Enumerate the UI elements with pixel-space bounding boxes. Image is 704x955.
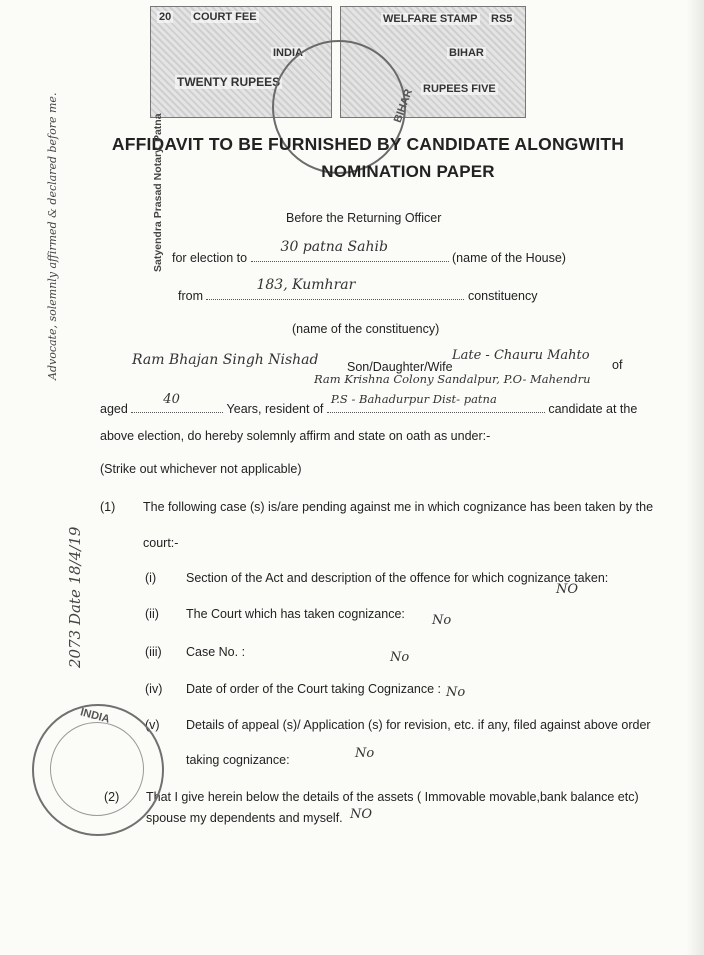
subitem-text: Section of the Act and description of the offence for which cognizance taken: bbox=[186, 571, 609, 585]
election-line bbox=[172, 239, 566, 265]
subitem-text: Case No. : bbox=[186, 645, 246, 659]
subitem-text-cont: taking cognizance: bbox=[186, 753, 290, 767]
subitem-answer: No bbox=[355, 746, 375, 761]
notary-seal-text: INDIA bbox=[78, 706, 111, 726]
election-suffix: (name of the House) bbox=[452, 251, 566, 265]
address-line-2: P.S - Bahadurpur Dist- patna bbox=[330, 392, 497, 406]
stamp-value: RS5 bbox=[491, 13, 513, 25]
from-suffix: constituency bbox=[467, 289, 538, 303]
subitem-answer: No bbox=[432, 613, 452, 628]
subitem-text: Details of appeal (s)/ Application (s) for revision, etc. if any, filed against above order bbox=[186, 718, 651, 732]
relation-label: Son/Daughter/Wife bbox=[347, 360, 453, 374]
subitem-text: The Court which has taken cognizance: bbox=[186, 607, 405, 621]
notary-seal-inner-ring bbox=[50, 722, 144, 816]
postmark-text: BIHAR bbox=[391, 87, 416, 125]
item-1-text: The following case (s) is/are pending against me in which cognizance has been taken by the bbox=[143, 500, 654, 514]
affidavit-subtitle: NOMINATION PAPER bbox=[321, 162, 495, 181]
resident-label: Years, resident of bbox=[226, 402, 324, 416]
parent-name: Late - Chauru Mahto bbox=[452, 348, 590, 363]
subitem-number: (iii) bbox=[145, 645, 162, 659]
subitem-text: Date of order of the Court taking Cognizance : bbox=[186, 682, 442, 696]
notary-seal bbox=[32, 704, 164, 836]
subitem-answer: No bbox=[390, 650, 410, 665]
item-1-number: (1) bbox=[100, 500, 116, 514]
subitem-number: (ii) bbox=[145, 607, 159, 621]
affidavit-title: AFFIDAVIT TO BE FURNISHED BY CANDIDATE ALONGWITH bbox=[111, 134, 625, 154]
subitem-number: (i) bbox=[145, 571, 157, 585]
item-2-text: That I give herein below the details of the assets ( Immovable movable,bank balance etc) bbox=[146, 790, 639, 804]
address-line-1: Ram Krishna Colony Sandalpur, P.O- Mahendru bbox=[314, 372, 591, 386]
item-2-number: (2) bbox=[104, 790, 120, 804]
item-2-answer: NO bbox=[350, 807, 373, 822]
subitem-number: (v) bbox=[145, 718, 160, 732]
stamp-top-label: WELFARE STAMP bbox=[383, 13, 478, 25]
subitem-number: (iv) bbox=[145, 682, 163, 696]
candidate-name: Ram Bhajan Singh Nishad bbox=[132, 352, 319, 368]
stamp-value: 20 bbox=[159, 11, 172, 23]
election-prefix: for election to bbox=[172, 251, 248, 265]
strike-note: (Strike out whichever not applicable) bbox=[100, 462, 302, 476]
item-1-text-cont: court:- bbox=[143, 536, 179, 550]
subitem-answer: No bbox=[446, 685, 466, 700]
item-2-text-cont: spouse my dependents and myself. bbox=[146, 811, 343, 825]
from-line bbox=[178, 277, 538, 303]
stamp-top-label: COURT FEE bbox=[193, 11, 257, 23]
stamp-mid-label: BIHAR bbox=[449, 47, 484, 59]
stamp-mid-label: INDIA bbox=[273, 47, 303, 59]
aged-label: aged bbox=[100, 402, 128, 416]
constituency-note: (name of the constituency) bbox=[292, 322, 440, 336]
from-handwritten: 183, Kumhrar bbox=[256, 277, 356, 293]
age-handwritten: 40 bbox=[163, 392, 180, 407]
from-prefix: from bbox=[178, 289, 203, 303]
election-blank bbox=[251, 239, 449, 262]
age-blank bbox=[131, 392, 223, 413]
notary-endorsement: Advocate, solemnly affirmed & declared before me. bbox=[46, 92, 59, 380]
of-label: of bbox=[612, 358, 623, 372]
election-handwritten: 30 patna Sahib bbox=[280, 239, 388, 255]
from-blank bbox=[206, 277, 464, 300]
address-blank bbox=[327, 392, 545, 413]
aged-line bbox=[100, 392, 638, 416]
stamp-bottom-label: RUPEES FIVE bbox=[423, 83, 496, 95]
before-officer-line: Before the Returning Officer bbox=[286, 211, 442, 225]
notary-stamp-text: Satyendra Prasad Notary, Patna bbox=[152, 113, 164, 272]
affirm-line: above election, do hereby solemnly affirm and state on oath as under:- bbox=[100, 429, 491, 443]
subitem-answer: NO bbox=[556, 582, 579, 597]
stamp-bottom-label: TWENTY RUPEES bbox=[177, 75, 281, 89]
serial-date: 2073 Date 18/4/19 bbox=[66, 526, 84, 668]
candidate-label: candidate at the bbox=[548, 402, 638, 416]
